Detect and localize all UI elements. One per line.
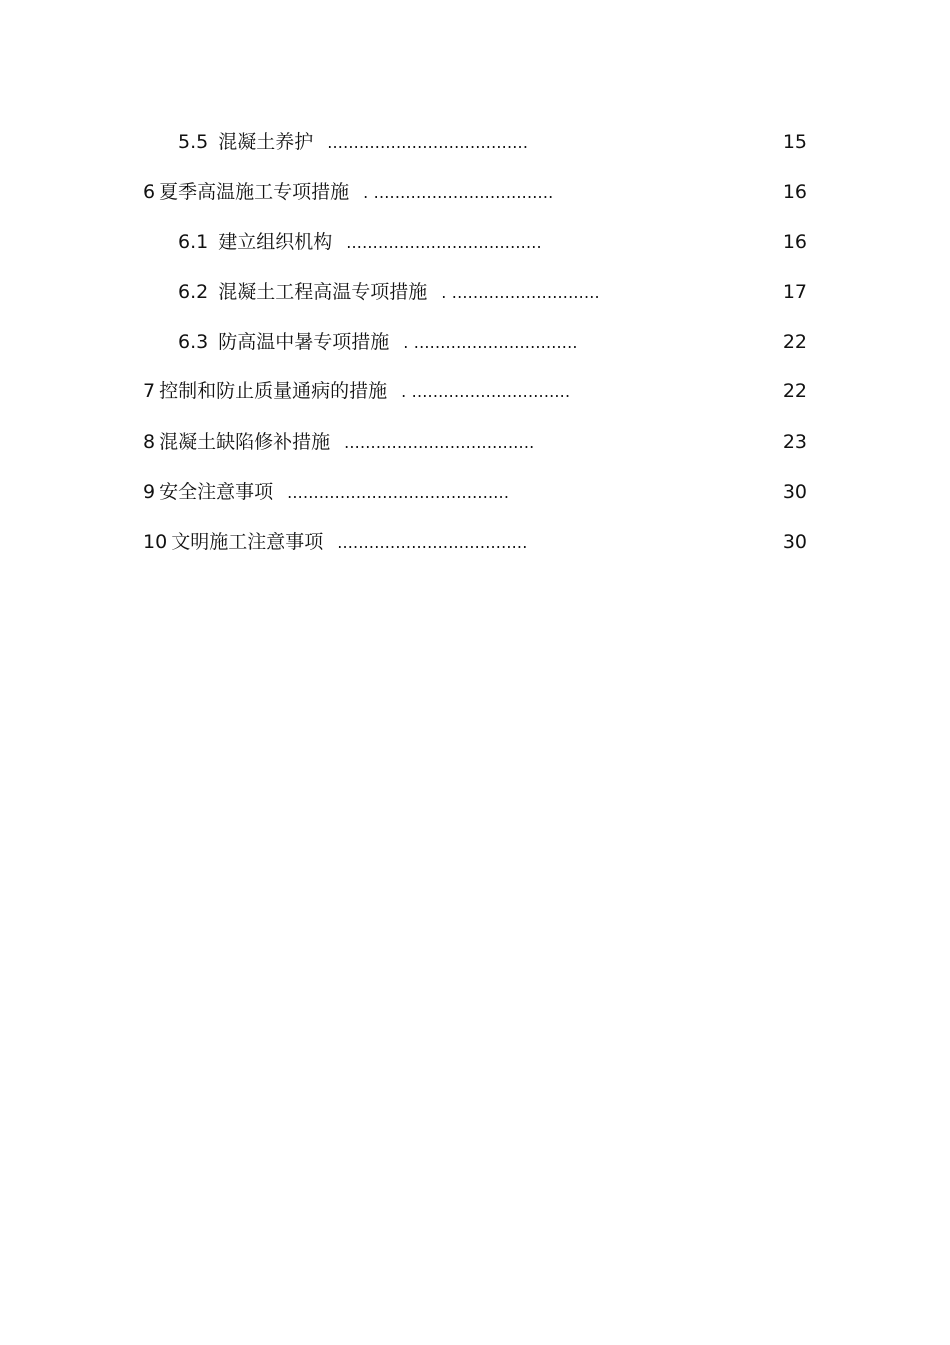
toc-entry-number: 6.1 [178, 231, 209, 253]
toc-entry-number: 7 [143, 380, 156, 402]
toc-leader-dots: ...................................... [327, 133, 529, 152]
toc-entry-number: 6.3 [178, 331, 209, 353]
toc-page-number: 30 [782, 531, 807, 553]
toc-leader-dots: ..................................... [346, 233, 542, 252]
table-of-contents [0, 0, 950, 600]
toc-entry-5-5[interactable] [178, 128, 528, 156]
toc-entry-title: 混凝土缺陷修补措施 [159, 431, 331, 453]
toc-entry-number: 9 [143, 481, 156, 503]
toc-leader-dots: . ............................... [403, 333, 578, 352]
toc-entry-title: 安全注意事项 [159, 481, 274, 503]
toc-leader-dots: .................................... [344, 433, 535, 452]
toc-page-number: 16 [782, 231, 807, 253]
toc-leader-dots: .................................... [337, 533, 528, 552]
toc-leader-dots: . ............................ [441, 283, 600, 302]
toc-entry-6-3[interactable] [178, 328, 578, 356]
toc-page-number: 17 [782, 281, 807, 303]
toc-entry-title: 混凝土养护 [218, 131, 314, 153]
toc-page-number: 22 [782, 380, 807, 402]
toc-entry-title: 混凝土工程高温专项措施 [218, 281, 428, 303]
toc-entry-title: 文明施工注意事项 [171, 531, 324, 553]
toc-entry-title: 防高温中暑专项措施 [218, 331, 390, 353]
toc-leader-dots: .......................................... [287, 483, 510, 502]
toc-entry-number: 5.5 [178, 131, 209, 153]
toc-leader-dots: . .................................. [363, 183, 554, 202]
toc-page-number: 15 [782, 131, 807, 153]
toc-entry-number: 6 [143, 181, 156, 203]
toc-leader-dots: . .............................. [401, 382, 571, 401]
toc-page-number: 22 [782, 331, 807, 353]
toc-entry-number: 6.2 [178, 281, 209, 303]
toc-entry-7[interactable] [143, 377, 570, 405]
toc-entry-title: 控制和防止质量通病的措施 [159, 380, 388, 402]
toc-page-number: 23 [782, 431, 807, 453]
toc-entry-number: 10 [143, 531, 168, 553]
toc-entry-title: 夏季高温施工专项措施 [159, 181, 350, 203]
toc-entry-title: 建立组织机构 [218, 231, 333, 253]
toc-entry-number: 8 [143, 431, 156, 453]
toc-page-number: 30 [782, 481, 807, 503]
toc-entry-10[interactable] [143, 528, 528, 556]
toc-entry-9[interactable] [143, 478, 509, 506]
toc-entry-6[interactable] [143, 178, 553, 206]
toc-entry-8[interactable] [143, 428, 534, 456]
toc-page-number: 16 [782, 181, 807, 203]
toc-entry-6-2[interactable] [178, 278, 600, 306]
toc-entry-6-1[interactable] [178, 228, 542, 256]
